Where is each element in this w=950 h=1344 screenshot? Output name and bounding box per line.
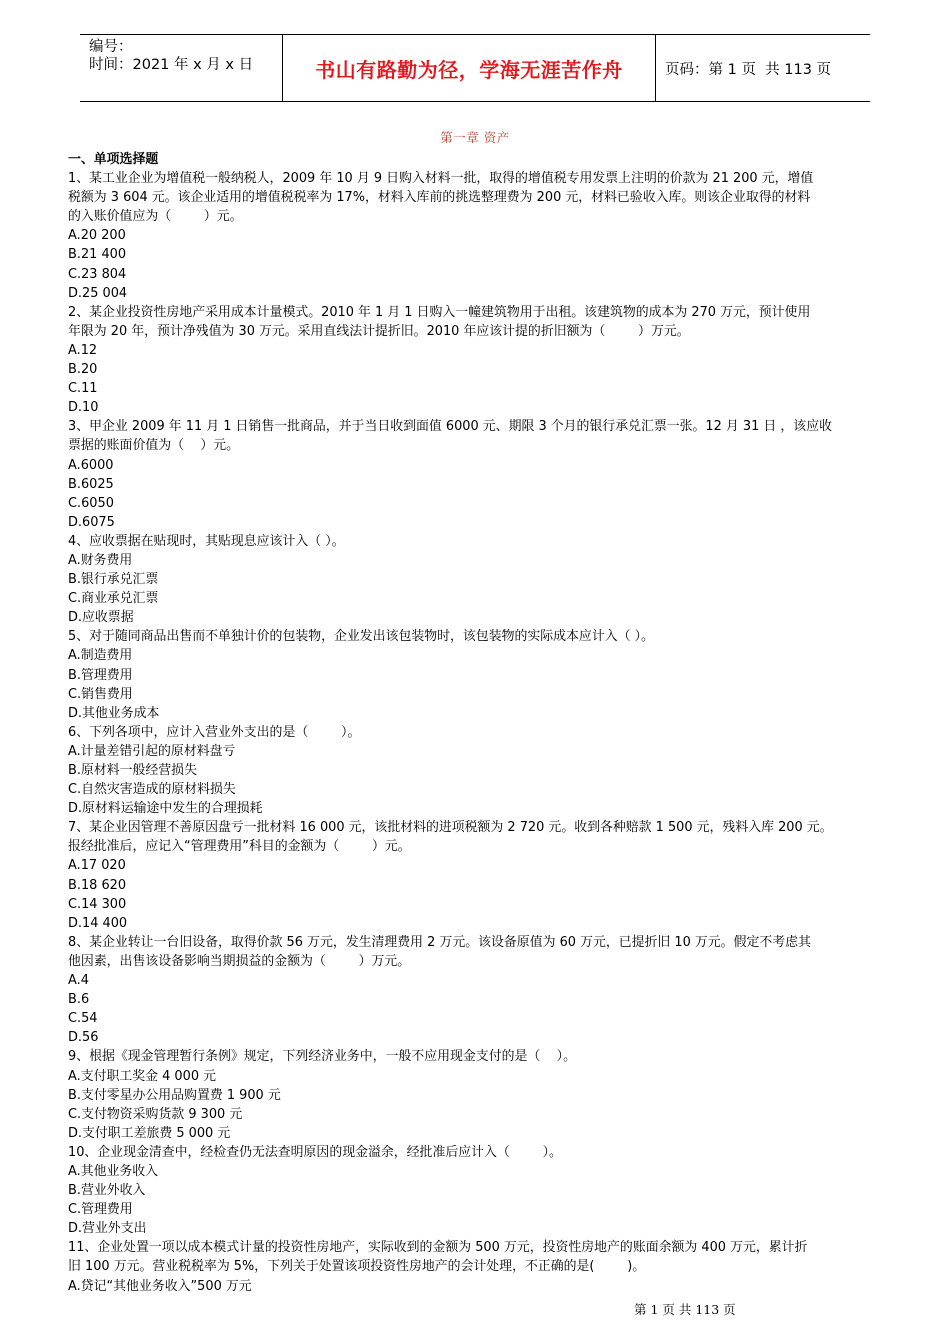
- text-line: A.其他业务收入: [68, 1163, 159, 1179]
- text-line: 票据的账面价值为（ ）元。: [68, 438, 240, 454]
- chapter-title: 第一章 资产: [440, 130, 510, 145]
- text-line: B.营业外收入: [68, 1183, 146, 1199]
- text-line: B.支付零星办公用品购置费 1 900 元: [68, 1087, 281, 1103]
- text-line: C.11: [68, 381, 98, 397]
- text-line: A.制造费用: [68, 648, 133, 664]
- text-line: C.销售费用: [68, 686, 133, 702]
- text-line: B.原材料一般经营损失: [68, 763, 197, 778]
- text-line: B.6: [68, 992, 90, 1008]
- text-line: D.14 400: [68, 915, 128, 931]
- text-line: C.管理费用: [68, 1202, 133, 1218]
- header-page-number: 页码：第 1 页 共 113 页: [665, 61, 832, 78]
- text-line: D.56: [68, 1030, 99, 1046]
- text-line: D.支付职工差旅费 5 000 元: [68, 1125, 231, 1141]
- text-line: C.6050: [68, 495, 114, 511]
- text-line: D.原材料运输途中发生的合理损耗: [68, 801, 263, 817]
- text-line: A.计量差错引起的原材料盘亏: [68, 743, 236, 759]
- text-line: 报经批准后，应记入“管理费用”科目的金额为（ ）元。: [68, 839, 411, 855]
- text-line: D.10: [68, 400, 99, 416]
- text-line: B.20: [68, 362, 98, 378]
- text-line: 4、应收票据在贴现时，其贴现息应该计入（ ）。: [68, 533, 345, 549]
- text-line: A.支付职工奖金 4 000 元: [68, 1068, 217, 1084]
- text-line: A.12: [68, 342, 98, 358]
- section-title: 一、单项选择题: [68, 152, 159, 167]
- text-line: D.营业外支出: [68, 1221, 147, 1237]
- text-line: 11、企业处置一项以成本模式计量的投资性房地产，实际收到的金额为 500 万元，投资性房地产的账面余额为 400 万元，累计折: [68, 1240, 808, 1256]
- page-header: [80, 34, 870, 102]
- text-line: 5、对于随同商品出售而不单独计价的包装物，企业发出该包装物时，该包装物的实际成本应计入（ ）。: [68, 629, 654, 645]
- text-line: 的入账价值应为（ ）元。: [68, 209, 243, 225]
- text-line: B.21 400: [68, 247, 127, 263]
- text-line: 6、下列各项中，应计入营业外支出的是（ ）。: [68, 724, 361, 740]
- text-line: A.6000: [68, 457, 114, 473]
- text-line: A.贷记“其他业务收入”500 万元: [68, 1278, 252, 1294]
- text-line: B.6025: [68, 476, 114, 492]
- text-line: A.财务费用: [68, 552, 133, 568]
- question-list: [68, 169, 883, 1296]
- text-line: B.管理费用: [68, 667, 133, 683]
- text-line: C.支付物资采购货款 9 300 元: [68, 1106, 243, 1122]
- text-line: C.自然灾害造成的原材料损失: [68, 782, 236, 798]
- text-line: 旧 100 万元。营业税税率为 5%，下列关于处置该项投资性房地产的会计处理，不正确的是( )。: [68, 1259, 646, 1275]
- text-line: D.6075: [68, 514, 115, 530]
- document-body: [68, 150, 883, 1296]
- text-line: 8、某企业转让一台旧设备，取得价款 56 万元，发生清理费用 2 万元。该设备原值为 60 万元，已提折旧 10 万元。假定不考虑其: [68, 934, 811, 950]
- header-motto: 书山有路勤为径，学海无涯苦作舟: [315, 57, 623, 82]
- text-line: D.应收票据: [68, 610, 134, 626]
- serial-number-label: 编号：: [89, 39, 133, 55]
- text-line: C.23 804: [68, 266, 127, 282]
- text-line: 他因素，出售该设备影响当期损益的金额为（ ）万元。: [68, 953, 411, 969]
- text-line: 2、某企业投资性房地产采用成本计量模式。2010 年 1 月 1 日购入一幢建筑物用于出租。该建筑物的成本为 270 万元，预计使用: [68, 304, 811, 320]
- text-line: A.4: [68, 973, 89, 989]
- document-time: 时间：2021 年 x 月 x 日: [89, 57, 254, 73]
- header-page-cell: [656, 35, 870, 101]
- header-meta: [80, 35, 282, 101]
- text-line: 10、企业现金清查中，经检查仍无法查明原因的现金溢余，经批准后应计入（ ）。: [68, 1144, 562, 1160]
- page-footer: 第 1 页 共 113 页: [634, 1302, 736, 1317]
- text-line: D.25 004: [68, 285, 128, 301]
- text-line: C.14 300: [68, 896, 127, 912]
- text-line: A.20 200: [68, 228, 126, 244]
- text-line: B.18 620: [68, 877, 127, 893]
- text-line: C.商业承兑汇票: [68, 591, 159, 607]
- text-line: 税额为 3 604 元。该企业适用的增值税税率为 17%，材料入库前的挑选整理费为 200 元，材料已验收入库。则该企业取得的材料: [68, 190, 811, 206]
- text-line: C.54: [68, 1011, 98, 1027]
- text-line: 年限为 20 年，预计净残值为 30 万元。采用直线法计提折旧。2010 年应该计提的折旧额为（ ）万元。: [68, 323, 690, 339]
- text-line: 1、某工业企业为增值税一般纳税人，2009 年 10 月 9 日购入材料一批，取得的增值税专用发票上注明的价款为 21 200 元，增值: [68, 171, 814, 187]
- text-line: B.银行承兑汇票: [68, 572, 159, 588]
- header-motto-cell: [282, 35, 656, 101]
- text-line: 7、某企业因管理不善原因盘亏一批材料 16 000 元，该批材料的进项税额为 2 720 元。收到各种赔款 1 500 元，残料入库 200 元。: [68, 820, 833, 836]
- text-line: 9、根据《现金管理暂行条例》规定，下列经济业务中，一般不应用现金支付的是（ ）。: [68, 1049, 576, 1065]
- text-line: A.17 020: [68, 858, 126, 874]
- text-line: D.其他业务成本: [68, 705, 160, 721]
- text-line: 3、甲企业 2009 年 11 月 1 日销售一批商品，并于当日收到面值 6000 元、期限 3 个月的银行承兑汇票一张。12 月 31 日 ，该应收: [68, 419, 832, 435]
